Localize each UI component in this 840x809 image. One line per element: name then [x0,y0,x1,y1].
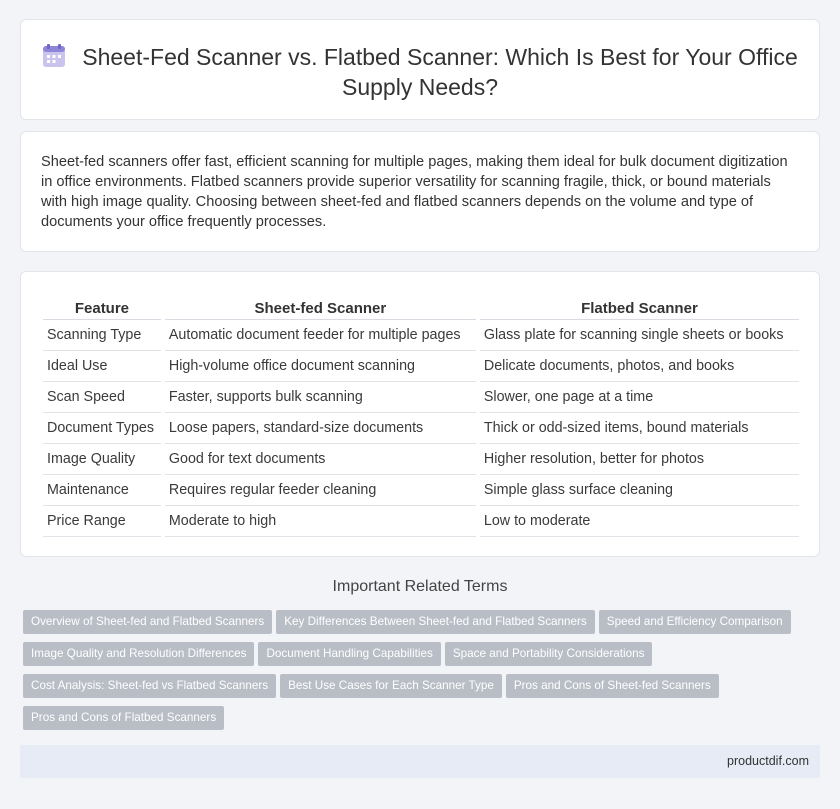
calendar-document-icon [42,44,68,68]
term-tag[interactable]: Space and Portability Considerations [445,642,653,666]
table-cell-sheet-fed: High-volume office document scanning [165,351,476,382]
table-header-row [43,296,799,320]
table-cell-flatbed: Higher resolution, better for photos [480,444,799,475]
table-cell-sheet-fed: Faster, supports bulk scanning [165,382,476,413]
table-cell-feature: Image Quality [43,444,161,475]
table-row [43,320,799,351]
column-header-flatbed: Flatbed Scanner [480,296,799,320]
table-row [43,351,799,382]
table-cell-sheet-fed: Automatic document feeder for multiple pages [165,320,476,351]
page-title-block [21,42,819,102]
table-cell-feature: Scanning Type [43,320,161,351]
table-cell-feature: Scan Speed [43,382,161,413]
table-row [43,475,799,506]
intro-paragraph: Sheet-fed scanners offer fast, efficient scanning for multiple pages, making them ideal for bulk document digitization in office environments. Flatbed scanners provide superior versatility for scanning fragile, thick, or bound materials with high image quality. Choosing between sheet-fed and flatbed scanners depends on the volume and type of documents your office frequently processes. [41,154,788,230]
term-tag[interactable]: Overview of Sheet-fed and Flatbed Scanners [23,610,272,634]
table-cell-flatbed: Thick or odd-sized items, bound materials [480,413,799,444]
term-tag[interactable]: Image Quality and Resolution Differences [23,642,254,666]
term-tag[interactable]: Best Use Cases for Each Scanner Type [280,674,502,698]
table-cell-flatbed: Simple glass surface cleaning [480,475,799,506]
comparison-table-card [20,271,820,557]
table-cell-flatbed: Glass plate for scanning single sheets or books [480,320,799,351]
table-cell-sheet-fed: Loose papers, standard-size documents [165,413,476,444]
header-card [20,19,820,120]
page-title: Sheet-Fed Scanner vs. Flatbed Scanner: Which Is Best for Your Office Supply Needs? [82,44,798,100]
term-tag[interactable]: Document Handling Capabilities [258,642,440,666]
table-row [43,444,799,475]
table-cell-flatbed: Low to moderate [480,506,799,537]
table-row [43,413,799,444]
column-header-feature: Feature [43,296,161,320]
footer-site-link[interactable]: productdif.com [727,754,809,768]
table-cell-flatbed: Delicate documents, photos, and books [480,351,799,382]
column-header-sheet-fed: Sheet-fed Scanner [165,296,476,320]
comparison-table [39,296,803,537]
term-tag[interactable]: Cost Analysis: Sheet-fed vs Flatbed Scanners [23,674,276,698]
intro-card [20,131,820,252]
term-tag[interactable]: Pros and Cons of Flatbed Scanners [23,706,224,730]
table-cell-sheet-fed: Good for text documents [165,444,476,475]
table-cell-flatbed: Slower, one page at a time [480,382,799,413]
table-row [43,506,799,537]
table-cell-sheet-fed: Requires regular feeder cleaning [165,475,476,506]
term-tag[interactable]: Key Differences Between Sheet-fed and Flatbed Scanners [276,610,595,634]
related-terms-heading: Important Related Terms [332,578,508,595]
table-cell-feature: Price Range [43,506,161,537]
footer-bar [20,745,820,778]
table-cell-feature: Ideal Use [43,351,161,382]
table-cell-sheet-fed: Moderate to high [165,506,476,537]
term-tag[interactable]: Speed and Efficiency Comparison [599,610,791,634]
table-cell-feature: Maintenance [43,475,161,506]
table-cell-feature: Document Types [43,413,161,444]
table-row [43,382,799,413]
term-tag[interactable]: Pros and Cons of Sheet-fed Scanners [506,674,719,698]
related-terms-list [23,610,823,738]
